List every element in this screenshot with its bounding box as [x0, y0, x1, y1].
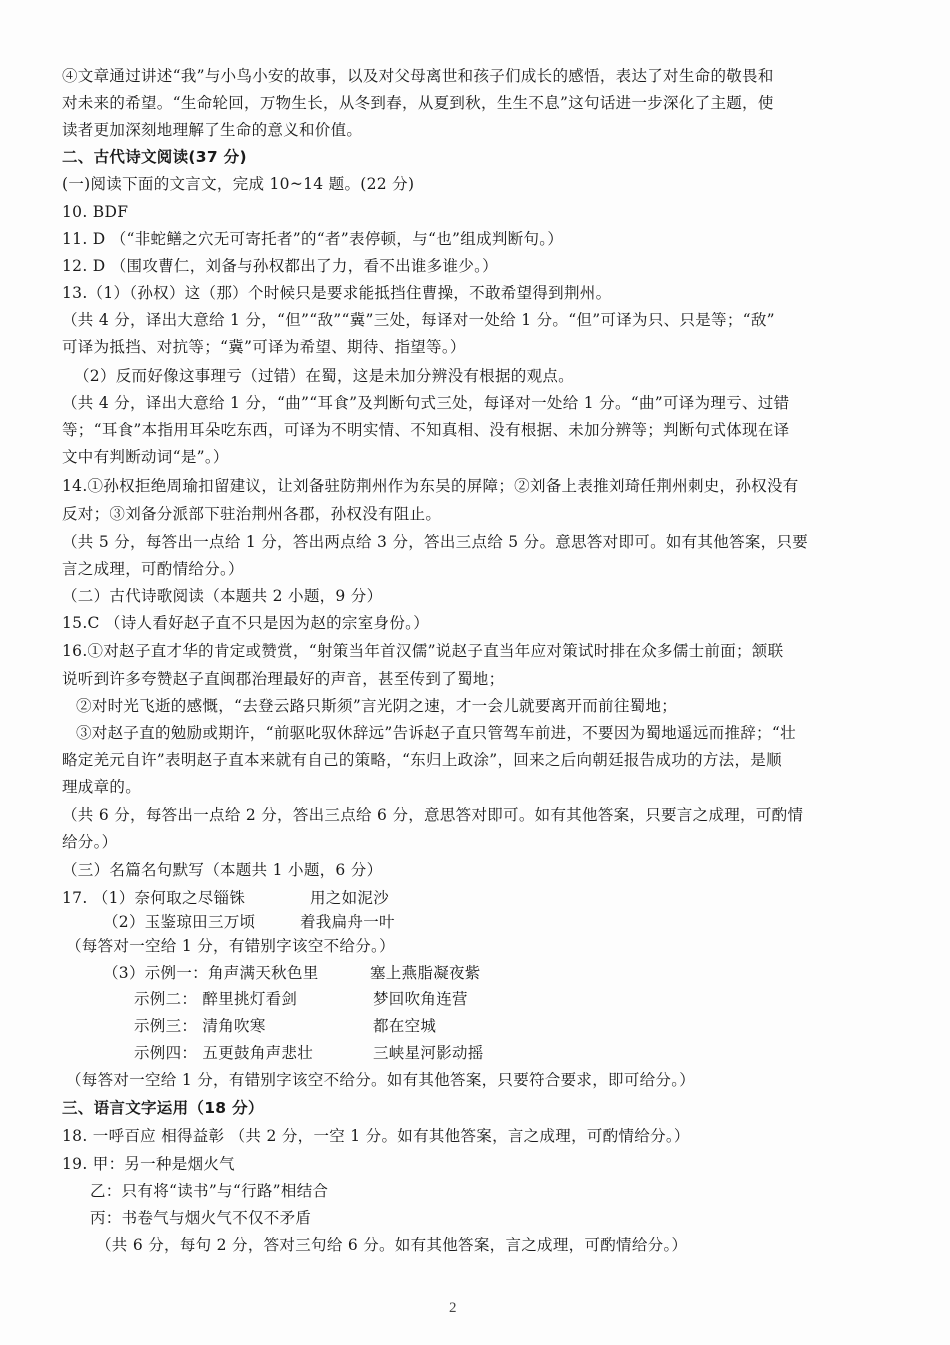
scoring-note: 言之成理，可酌情给分。） [62, 560, 244, 578]
scoring-note: （共 6 分，每答出一点给 2 分，答出三点给 6 分，意思答对即可。如有其他答案，只要言之成理，可酌情 [62, 806, 804, 824]
answer-13-2: （2）反而好像这事理亏（过错）在蜀，这是未加分辨没有根据的观点。 [74, 367, 574, 385]
answer-19-a: 19. 甲：另一种是烟火气 [62, 1155, 235, 1173]
answer-17-3-ex4: 示例四： 五更鼓角声悲壮 [134, 1044, 314, 1062]
text-line: 对未来的希望。“生命轮回，万物生长，从冬到春，从夏到秋，生生不息”这句话进一步深化了主题，使 [62, 94, 774, 112]
scoring-note: （共 4 分，译出大意给 1 分，“曲”“耳食”及判断句式三处，每译对一处给 1 分。“曲”可译为理亏、过错 [62, 394, 790, 412]
answer-17-3-ex3: 示例三： 清角吹寒 [134, 1017, 266, 1035]
answer-16: 说听到许多夸赞赵子直闽郡治理最好的声音，甚至传到了蜀地； [62, 670, 505, 688]
scoring-note: （共 4 分，译出大意给 1 分，“但”“敌”“冀”三处，每译对一处给 1 分。“但”可译为只、只是等；“敌” [62, 311, 775, 329]
scoring-note: 可译为抵挡、对抗等；“冀”可译为希望、期待、指望等。） [62, 338, 466, 356]
answer-17-1: 17. （1）奈何取之尽锱铢 [62, 889, 246, 907]
answer-19-b: 乙：只有将“读书”与“行路”相结合 [90, 1182, 329, 1200]
answer-16: 略定羌元自许”表明赵子直本来就有自己的策略，“东归上政涂”，回来之后向朝廷报告成功的方法，是顺 [62, 751, 782, 769]
answer-13-1: 13.（1）（孙权）这（那）个时候只是要求能抵挡住曹操，不敢希望得到荆州。 [62, 284, 612, 302]
answer-14: 14.①孙权拒绝周瑜扣留建议，让刘备驻防荆州作为东吴的屏障；②刘备上表推刘琦任荆州刺史，孙权没有 [62, 477, 799, 495]
answer-10: 10. BDF [62, 203, 129, 221]
answer-16: 理成章的。 [62, 778, 142, 796]
subsection-heading: （二）古代诗歌阅读（本题共 2 小题，9 分） [62, 587, 383, 605]
answer-12: 12. D （围攻曹仁，刘备与孙权都出了力，看不出谁多谁少。） [62, 257, 498, 275]
answer-17-3-ex1: （3）示例一：角声满天秋色里 [103, 964, 319, 982]
scoring-note: 给分。） [62, 833, 118, 851]
scoring-note: 文中有判断动词“是”。） [62, 448, 229, 466]
scoring-note: （共 5 分，每答出一点给 1 分，答出两点给 3 分，答出三点给 5 分。意思答对即可。如有其他答案，只要 [62, 533, 809, 551]
section-heading: 三、语言文字运用（18 分） [62, 1099, 264, 1117]
answer-17-3-ex1-b: 塞上燕脂凝夜紫 [370, 964, 481, 982]
answer-16: ③对赵子直的勉励或期许，“前驱叱驭休辞远”告诉赵子直只管驾车前进，不要因为蜀地遥远而推辞；“壮 [76, 724, 796, 742]
scoring-note: 等；“耳食”本指用耳朵吃东西，可译为不明实情、不知真相、没有根据、未加分辨等；判断句式体现在译 [62, 421, 790, 439]
answer-17-3-ex4-b: 三峡星河影动摇 [373, 1044, 484, 1062]
answer-17-3-ex2: 示例二： 醉里挑灯看剑 [134, 990, 298, 1008]
answer-17-2: （2）玉鉴琼田三万顷 [103, 913, 256, 931]
answer-17-3-ex3-b: 都在空城 [373, 1017, 437, 1035]
answer-11: 11. D （“非蛇鳝之穴无可寄托者”的“者”表停顿，与“也”组成判断句。） [62, 230, 564, 248]
scoring-note: （共 6 分，每句 2 分，答对三句给 6 分。如有其他答案，言之成理，可酌情给分。） [96, 1236, 688, 1254]
page-number: 2 [449, 1300, 457, 1316]
answer-16: ②对时光飞逝的感慨，“去登云路只斯须”言光阴之速，才一会儿就要离开而前往蜀地； [76, 697, 678, 715]
scoring-note: （每答对一空给 1 分，有错别字该空不给分。） [66, 937, 395, 955]
answer-18: 18. 一呼百应 相得益彰 （共 2 分，一空 1 分。如有其他答案，言之成理，可酌情给分。） [62, 1127, 690, 1145]
text-line: 读者更加深刻地理解了生命的意义和价值。 [62, 121, 363, 139]
scoring-note: （每答对一空给 1 分，有错别字该空不给分。如有其他答案，只要符合要求，即可给分。） [66, 1071, 696, 1089]
answer-14: 反对；③刘备分派部下驻治荆州各郡，孙权没有阻止。 [62, 505, 442, 523]
answer-19-c: 丙：书卷气与烟火气不仅不矛盾 [90, 1209, 312, 1227]
text-line: ④文章通过讲述“我”与小鸟小安的故事，以及对父母离世和孩子们成长的感悟，表达了对生命的敬畏和 [62, 67, 774, 85]
answer-15: 15.C （诗人看好赵子直不只是因为赵的宗室身份。） [62, 614, 429, 632]
answer-17-1-b: 用之如泥沙 [310, 889, 390, 907]
subsection-heading: (一)阅读下面的文言文，完成 10~14 题。(22 分) [62, 175, 415, 193]
subsection-heading: （三）名篇名句默写（本题共 1 小题，6 分） [62, 861, 383, 879]
answer-17-2-b: 着我扁舟一叶 [300, 913, 395, 931]
section-heading: 二、古代诗文阅读(37 分) [62, 148, 247, 166]
answer-17-3-ex2-b: 梦回吹角连营 [373, 990, 468, 1008]
answer-16: 16.①对赵子直才华的肯定或赞赏，“射策当年首汉儒”说赵子直当年应对策试时排在众多儒士前面；颔联 [62, 642, 784, 660]
